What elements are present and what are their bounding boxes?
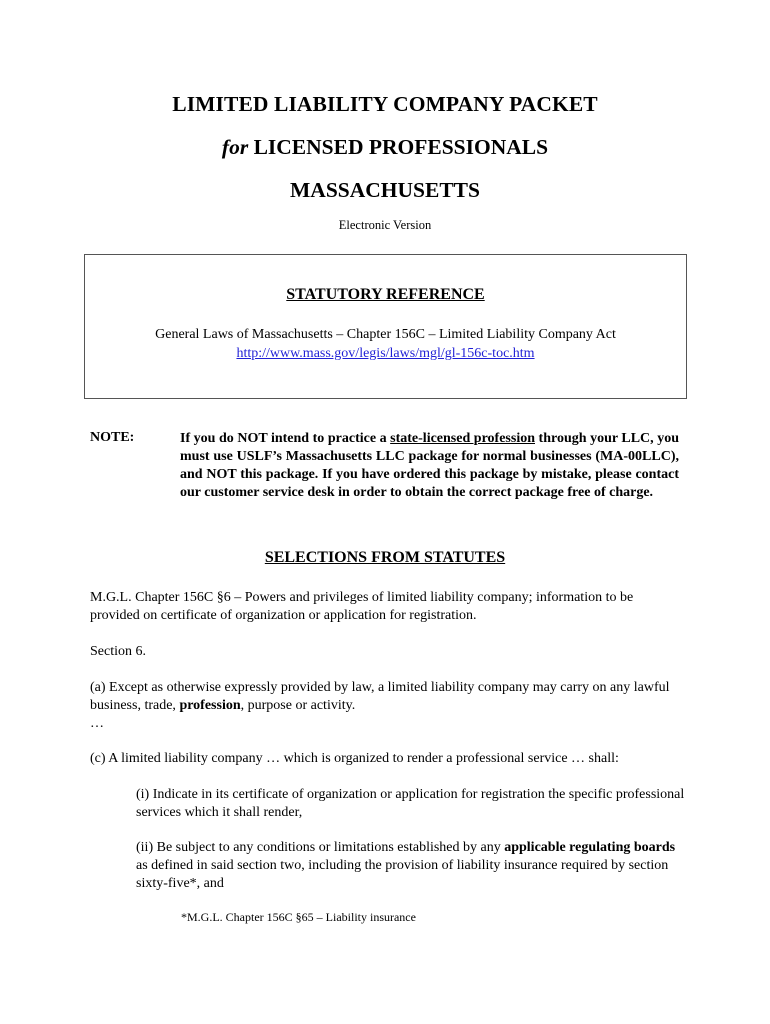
statutory-reference-box	[84, 254, 687, 399]
version-subtitle: Electronic Version	[338, 218, 432, 232]
paragraph-ii	[136, 839, 685, 893]
packet-title: LIMITED LIABILITY COMPANY PACKET	[172, 92, 598, 116]
ellipsis: …	[90, 716, 104, 731]
paragraph-c: (c) A limited liability company … which is organized to render a professional service … shall:	[90, 751, 619, 766]
note-label: NOTE:	[90, 430, 135, 445]
note-text-part2: through your LLC, you must use USLF’s Massachusetts LLC package for normal businesses (MA-00LLC), and NOT this package. If you have ordered this package by mistake, please contact our customer service desk in order to obtain the correct package free of charge.	[180, 431, 679, 500]
paragraph-ii-end: as defined in said section two, including the provision of liability insurance required by section sixty-five*, and	[136, 858, 669, 891]
footnote: *M.G.L. Chapter 156C §65 – Liability insurance	[181, 910, 416, 924]
title-for-word: for	[221, 135, 249, 159]
statutory-reference-heading: STATUTORY REFERENCE	[286, 286, 485, 303]
statutory-reference-link[interactable]: http://www.mass.gov/legis/laws/mgl/gl-156c-toc.htm	[236, 346, 535, 361]
paragraph-i: (i) Indicate in its certificate of organization or application for registration the specific professional services which it shall render,	[136, 787, 685, 820]
state-title: MASSACHUSETTS	[290, 178, 480, 202]
paragraph-a	[90, 679, 685, 733]
paragraph-ii-bold: applicable regulating boards	[504, 840, 676, 855]
note-body	[180, 430, 679, 502]
paragraph-a-text: (a) Except as otherwise expressly provided by law, a limited liability company may carry on any lawful business, trade,	[90, 680, 670, 713]
paragraph-a-end: , purpose or activity.	[240, 698, 356, 713]
note-text-part1: If you do NOT intend to practice a	[180, 431, 391, 446]
paragraph-a-bold: profession	[179, 698, 241, 713]
paragraph-ii-text: (ii) Be subject to any conditions or limitations established by any	[136, 840, 505, 855]
note-underlined-phrase: state-licensed profession	[390, 431, 535, 446]
packet-title-line2	[0, 135, 770, 160]
statutory-reference-text: General Laws of Massachusetts – Chapter 156C – Limited Liability Company Act	[155, 327, 616, 342]
mgl-intro-paragraph: M.G.L. Chapter 156C §6 – Powers and privileges of limited liability company; information to be provided on certificate of organization or application for registration.	[90, 590, 634, 623]
title-licensed-professionals: LICENSED PROFESSIONALS	[248, 135, 549, 159]
selections-heading: SELECTIONS FROM STATUTES	[264, 549, 506, 566]
section-label: Section 6.	[90, 644, 146, 659]
